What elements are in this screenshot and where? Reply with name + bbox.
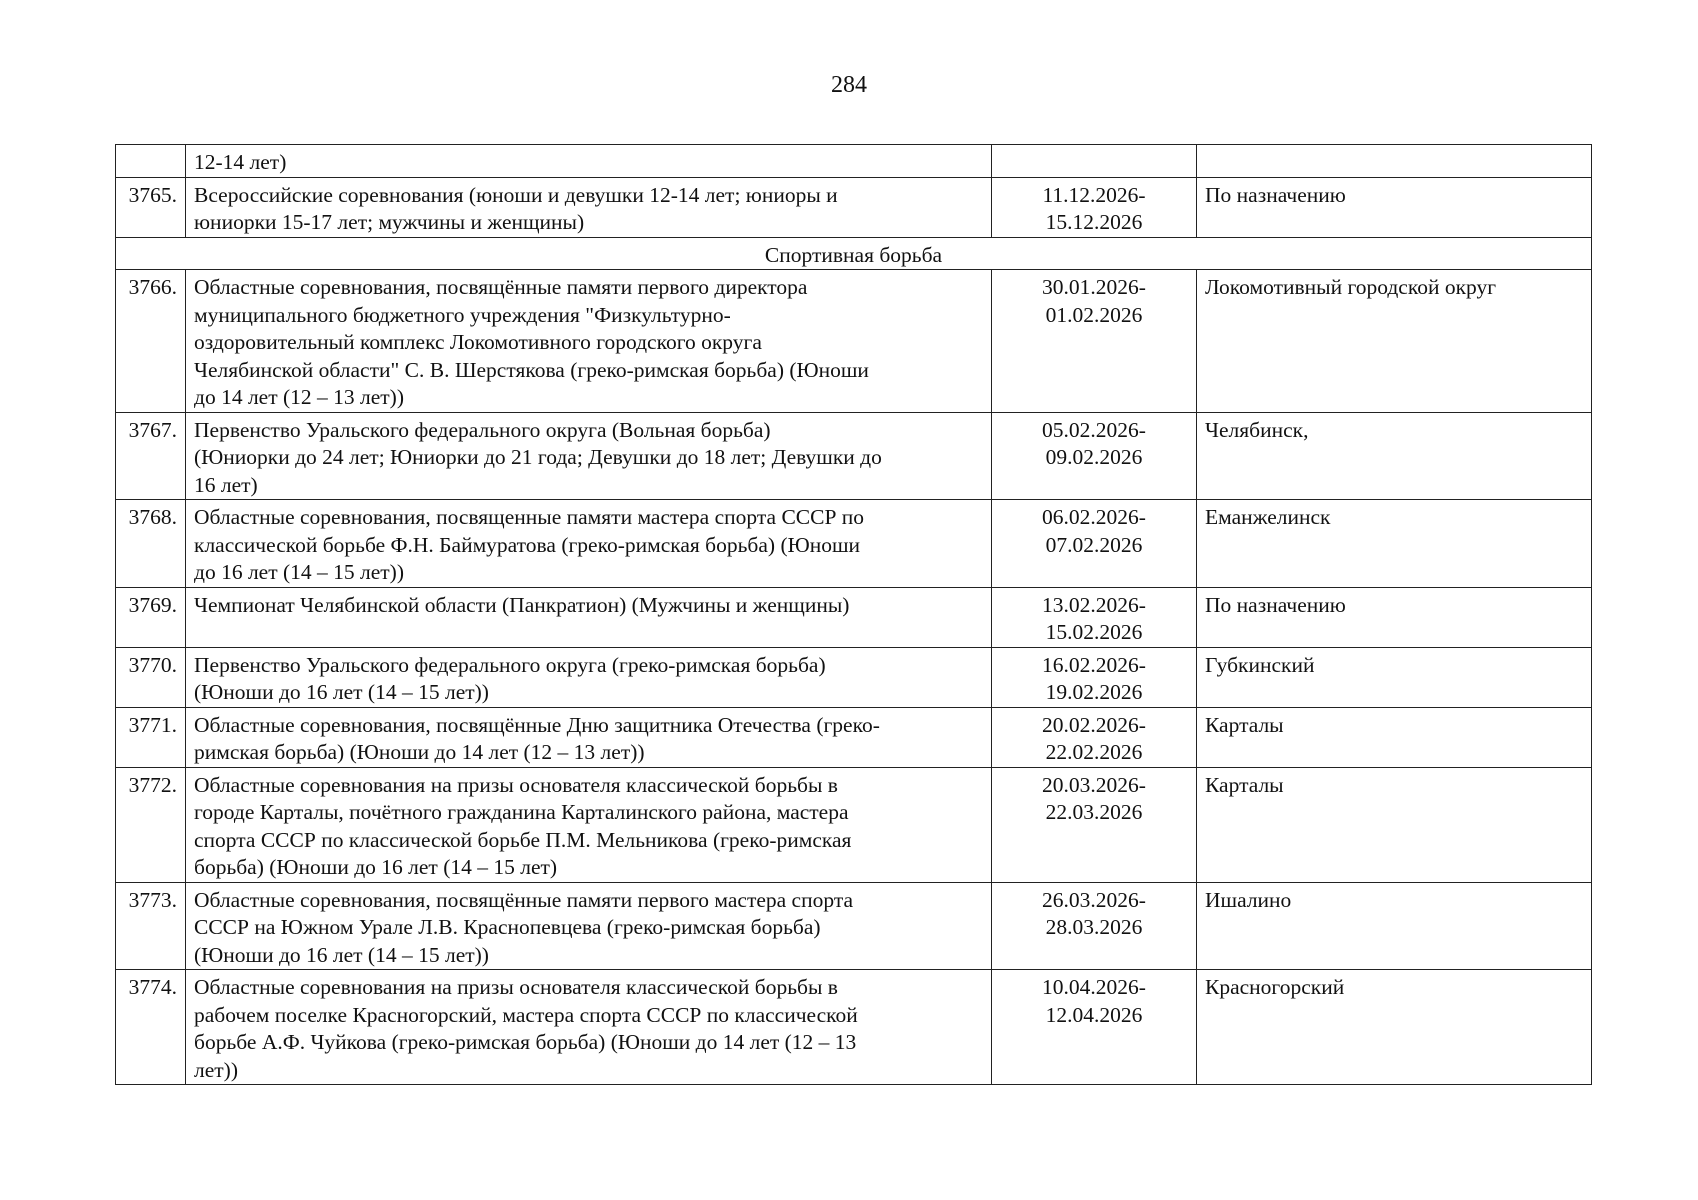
event-name-line: Областные соревнования на призы основателя классической борьбы в — [194, 975, 838, 999]
date-to: 28.03.2026 — [1045, 915, 1143, 939]
event-name-line: Областные соревнования на призы основателя классической борьбы в — [194, 772, 838, 797]
event-number: 3766. — [116, 270, 186, 413]
event-name — [186, 145, 992, 178]
event-dates — [992, 970, 1197, 1085]
event-name-line: 16 лет) — [194, 472, 258, 497]
event-name-line: (Юниорки до 24 лет; Юниорки до 21 года; Девушки до 18 лет; Девушки до — [194, 445, 882, 469]
table-row — [116, 412, 1592, 500]
table-row — [116, 647, 1592, 707]
event-place: Губкинский — [1197, 647, 1592, 707]
events-table — [115, 144, 1592, 1085]
event-name-line: Областные соревнования, посвященные памяти мастера спорта СССР по — [194, 505, 865, 529]
event-name-line: Областные соревнования, посвящённые Дню защитника Отечества (греко- — [194, 712, 880, 737]
date-from: 11.12.2026- — [1042, 182, 1146, 207]
event-number: 3773. — [116, 882, 186, 970]
date-to: 22.02.2026 — [1045, 740, 1143, 764]
table-row — [116, 145, 1592, 178]
table-row — [116, 270, 1592, 413]
event-name-line: лет)) — [194, 1057, 238, 1082]
event-dates — [992, 500, 1197, 588]
event-place: Локомотивный городской округ — [1197, 270, 1592, 413]
event-name — [186, 412, 992, 500]
event-place: По назначению — [1197, 587, 1592, 647]
event-place: По назначению — [1197, 177, 1592, 237]
date-from: 20.03.2026- — [1042, 772, 1146, 797]
event-name-line: Чемпионат Челябинской области (Панкратион) (Мужчины и женщины) — [194, 592, 850, 617]
event-name-line: городе Карталы, почётного гражданина Карталинского района, мастера — [194, 800, 849, 824]
date-from: 30.01.2026- — [1042, 275, 1146, 299]
event-place: Карталы — [1197, 767, 1592, 882]
section-row — [116, 237, 1592, 270]
table-row — [116, 587, 1592, 647]
event-name-line: 12-14 лет) — [194, 150, 287, 174]
event-name-line: Областные соревнования, посвящённые памяти первого директора — [194, 275, 808, 299]
event-name-line: СССР на Южном Урале Л.В. Краснопевцева (греко-римская борьба) — [194, 915, 821, 939]
event-name-line: Первенство Уральского федерального округа (греко-римская борьба) — [194, 652, 826, 677]
event-number: 3765. — [116, 177, 186, 237]
table-row — [116, 177, 1592, 237]
event-name-line: (Юноши до 16 лет (14 – 15 лет)) — [194, 680, 489, 704]
date-to: 15.02.2026 — [1045, 620, 1143, 644]
event-name — [186, 587, 992, 647]
event-name-line: спорта СССР по классической борьбе П.М. Мельникова (греко-римская — [194, 827, 852, 852]
event-dates — [992, 587, 1197, 647]
page-number: 284 — [831, 72, 867, 98]
event-name — [186, 707, 992, 767]
event-name-line: Первенство Уральского федерального округа (Вольная борьба) — [194, 417, 771, 442]
event-name-line: (Юноши до 16 лет (14 – 15 лет)) — [194, 942, 489, 967]
event-dates — [992, 270, 1197, 413]
event-name — [186, 767, 992, 882]
event-name-line: борьбе А.Ф. Чуйкова (греко-римская борьба) (Юноши до 14 лет (12 – 13 — [194, 1030, 857, 1054]
event-place: Красногорский — [1197, 970, 1592, 1085]
event-name-line: Всероссийские соревнования (юноши и девушки 12-14 лет; юниоры и — [194, 182, 838, 207]
event-name-line: до 14 лет (12 – 13 лет)) — [194, 385, 405, 409]
event-name — [186, 177, 992, 237]
table-row — [116, 500, 1592, 588]
event-place: Еманжелинск — [1197, 500, 1592, 588]
event-place: Ишалино — [1197, 882, 1592, 970]
date-from: 16.02.2026- — [1042, 652, 1146, 677]
events-table-body — [116, 145, 1592, 1085]
event-number: 3768. — [116, 500, 186, 588]
date-from: 13.02.2026- — [1042, 592, 1146, 617]
event-name-line: юниорки 15-17 лет; мужчины и женщины) — [194, 210, 585, 234]
event-number: 3770. — [116, 647, 186, 707]
event-number: 3772. — [116, 767, 186, 882]
event-place: Челябинск, — [1197, 412, 1592, 500]
date-from: 05.02.2026- — [1042, 417, 1146, 442]
event-name — [186, 647, 992, 707]
event-number: 3774. — [116, 970, 186, 1085]
date-from: 26.03.2026- — [1042, 887, 1146, 912]
event-name-line: Челябинской области" С. В. Шерстякова (греко-римская борьба) (Юноши — [194, 357, 869, 382]
event-name — [186, 500, 992, 588]
event-number: 3771. — [116, 707, 186, 767]
table-row — [116, 767, 1592, 882]
table-row — [116, 707, 1592, 767]
event-dates — [992, 412, 1197, 500]
event-dates — [992, 647, 1197, 707]
table-row — [116, 970, 1592, 1085]
date-to: 19.02.2026 — [1045, 680, 1143, 704]
event-name-line: муниципального бюджетного учреждения "Физкультурно- — [194, 302, 731, 327]
event-dates — [992, 707, 1197, 767]
event-name-line: классической борьбе Ф.Н. Баймуратова (греко-римская борьба) (Юноши — [194, 532, 861, 557]
event-name-line: римская борьба) (Юноши до 14 лет (12 – 13 лет)) — [194, 740, 645, 764]
date-to: 09.02.2026 — [1045, 445, 1143, 469]
table-row — [116, 882, 1592, 970]
date-to: 07.02.2026 — [1045, 532, 1143, 557]
date-to: 15.12.2026 — [1045, 210, 1143, 234]
event-name-line: оздоровительный комплекс Локомотивного городского округа — [194, 330, 762, 354]
event-number: 3769. — [116, 587, 186, 647]
event-name-line: до 16 лет (14 – 15 лет)) — [194, 560, 405, 584]
date-to: 22.03.2026 — [1045, 800, 1143, 824]
date-to: 01.02.2026 — [1045, 302, 1143, 327]
date-from: 06.02.2026- — [1042, 505, 1146, 529]
event-dates — [992, 767, 1197, 882]
event-name-line: рабочем поселке Красногорский, мастера спорта СССР по классической — [194, 1002, 858, 1027]
date-from: 10.04.2026- — [1042, 975, 1146, 999]
event-dates — [992, 145, 1197, 178]
event-dates — [992, 882, 1197, 970]
event-name — [186, 270, 992, 413]
event-number — [116, 145, 186, 178]
event-name-line: Областные соревнования, посвящённые памяти первого мастера спорта — [194, 887, 854, 912]
event-name — [186, 970, 992, 1085]
date-to: 12.04.2026 — [1045, 1002, 1143, 1027]
event-place: Карталы — [1197, 707, 1592, 767]
event-number: 3767. — [116, 412, 186, 500]
event-name — [186, 882, 992, 970]
event-name-line: борьба) (Юноши до 16 лет (14 – 15 лет) — [194, 855, 558, 879]
event-place — [1197, 145, 1592, 178]
date-from: 20.02.2026- — [1042, 712, 1146, 737]
event-dates — [992, 177, 1197, 237]
section-title: Спортивная борьба — [116, 237, 1592, 270]
